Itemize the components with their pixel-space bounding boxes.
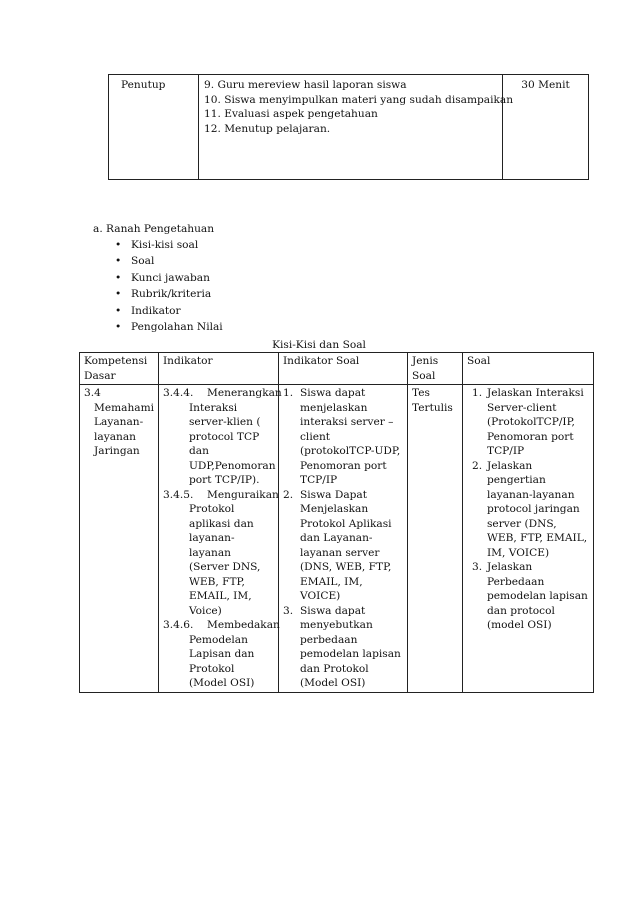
header-soal: Soal bbox=[463, 353, 594, 385]
header-kompetensi-dasar: Kompetensi Dasar bbox=[80, 353, 159, 385]
table-caption: Kisi-Kisi dan Soal bbox=[272, 339, 366, 351]
indikator-item: 3.4.6. Membedakan Pemodelan Lapisan dan Protokol (Model OSI) bbox=[163, 619, 280, 689]
step-item: 11. Evaluasi aspek pengetahuan bbox=[204, 108, 378, 120]
step-item: 10. Siswa menyimpulkan materi yang sudah disampaikan bbox=[204, 93, 514, 106]
phase-cell: Penutup bbox=[109, 75, 199, 180]
indikator-item: 3.4.4. Menerangkan Interaksi server-klien ( protocol TCP dan UDP,Penomoran port TCP/IP). bbox=[163, 387, 282, 486]
indikator-item: 3.4.5. Menguraikan Protokol aplikasi dan layanan-layanan (Server DNS, WEB, FTP, EMAIL, IM, Voice) bbox=[163, 488, 279, 617]
list-item: • Kisi-kisi soal bbox=[115, 239, 199, 251]
soal-cell bbox=[463, 385, 594, 693]
bullet-icon: • bbox=[115, 271, 122, 284]
list-item: • Soal bbox=[115, 255, 155, 268]
list-item: • Kunci jawaban bbox=[115, 271, 210, 284]
list-item: 1. Siswa dapat menjelaskan interaksi server – client (protokolTCP-UDP, Penomoran port TCP/IP bbox=[283, 387, 401, 486]
table-header-row bbox=[80, 353, 594, 385]
list-item: 3. Siswa dapat menyebutkan perbedaan pemodelan lapisan dan Protokol (Model OSI) bbox=[283, 604, 401, 689]
list-item: 1. Jelaskan Interaksi Server-client (ProtokolTCP/IP, Penomoran port TCP/IP bbox=[472, 387, 584, 457]
bullet-icon: • bbox=[115, 320, 122, 333]
list-item: • Pengolahan Nilai bbox=[115, 320, 223, 333]
step-item: 12. Menutup pelajaran. bbox=[204, 122, 331, 135]
step-item: 9. Guru mereview hasil laporan siswa bbox=[204, 79, 407, 91]
list-item: • Rubrik/kriteria bbox=[115, 288, 212, 301]
time-cell: 30 Menit bbox=[503, 75, 589, 180]
bullet-icon: • bbox=[115, 304, 122, 317]
section-heading: a. Ranah Pengetahuan bbox=[93, 223, 215, 235]
indikator-cell bbox=[159, 385, 282, 693]
kd-text: Memahami Layanan-layanan Jaringan bbox=[94, 401, 155, 457]
kompetensi-dasar-cell bbox=[80, 385, 159, 693]
steps-cell bbox=[199, 75, 514, 180]
table-row bbox=[80, 385, 594, 693]
bullet-icon: • bbox=[115, 288, 122, 301]
list-item: 3. Jelaskan Perbedaan pemodelan lapisan dan protocol (model OSI) bbox=[472, 561, 588, 631]
kisi-kisi-table bbox=[79, 352, 594, 693]
indikator-soal-cell bbox=[279, 385, 408, 693]
bullet-icon: • bbox=[115, 255, 122, 268]
list-item: • Indikator bbox=[115, 304, 181, 317]
kd-number: 3.4 bbox=[84, 387, 101, 399]
list-item: 2. Jelaskan pengertian layanan-layanan protocol jaringan server (DNS, WEB, FTP, EMAIL, IM, VOICE) bbox=[472, 459, 588, 559]
closing-activity-table bbox=[108, 74, 589, 180]
list-item: 2. Siswa Dapat Menjelaskan Protokol Aplikasi dan Layanan-layanan server (DNS, WEB, FTP, EMAIL, IM, VOICE) bbox=[283, 488, 392, 602]
header-jenis-soal: Jenis Soal bbox=[408, 353, 463, 385]
bullet-icon: • bbox=[115, 239, 122, 251]
header-indikator: Indikator bbox=[159, 353, 279, 385]
jenis-soal-cell: Tes Tertulis bbox=[408, 385, 463, 693]
assessment-list bbox=[115, 238, 223, 336]
header-indikator-soal: Indikator Soal bbox=[279, 353, 408, 385]
